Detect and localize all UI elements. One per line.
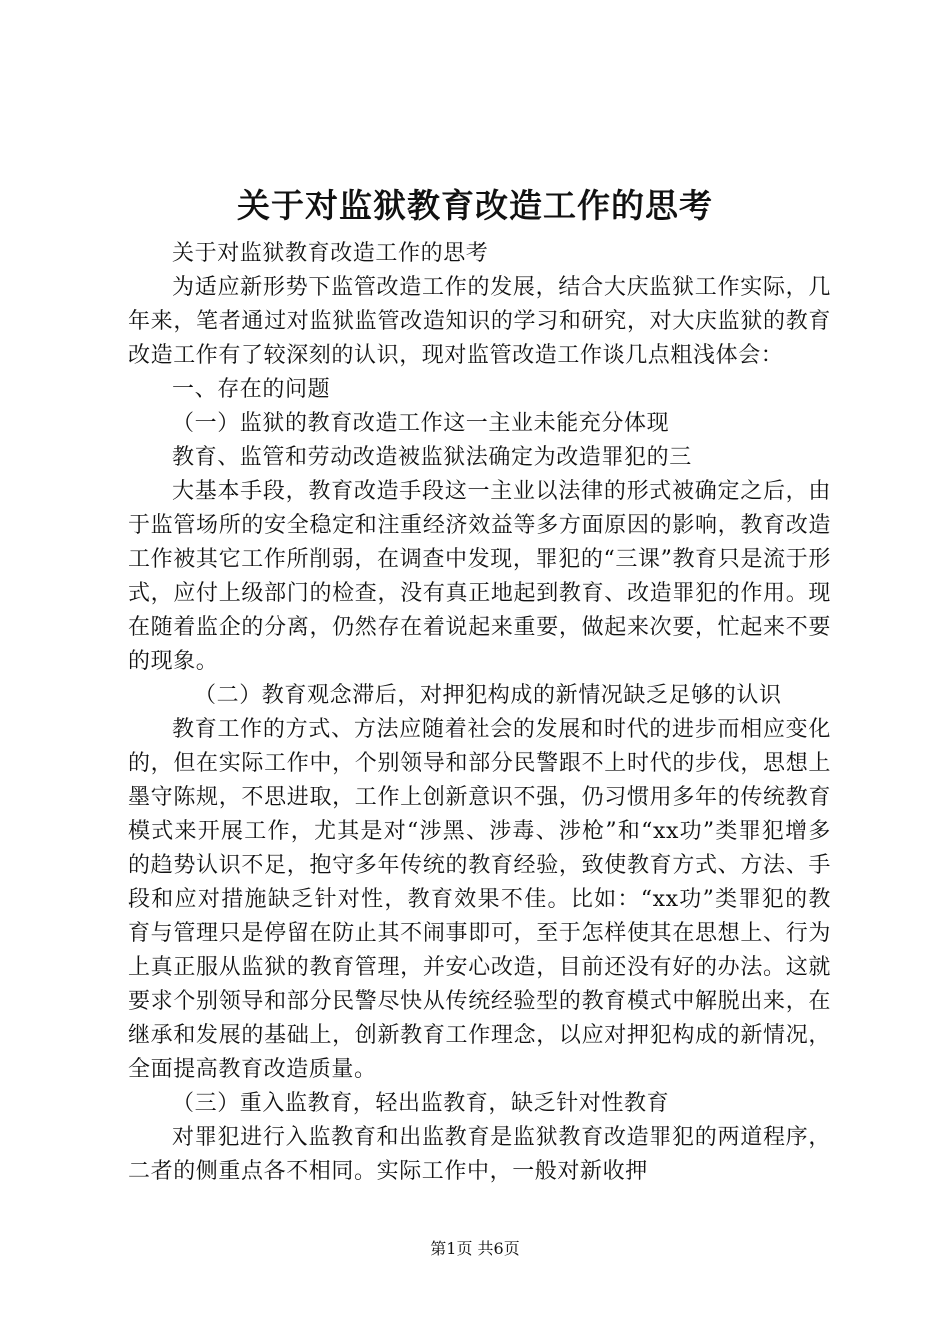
subsection-heading-3: （三）重入监教育，轻出监教育，缺乏针对性教育 bbox=[172, 1091, 670, 1116]
paragraph-subtitle: 关于对监狱教育改造工作的思考 bbox=[172, 241, 489, 266]
subsection-heading-2: （二）教育观念滞后，对押犯构成的新情况缺乏足够的认识 bbox=[194, 683, 782, 708]
subsection-heading-1: （一）监狱的教育改造工作这一主业未能充分体现 bbox=[172, 411, 670, 436]
paragraph-body-1b: 大基本手段，教育改造手段这一主业以法律的形式被确定之后，由于监管场所的安全稳定和注重经济效益等多方面原因的影响，教育改造工作被其它工作所削弱，在调查中发现，罪犯的“三课”教育只是流于形式，应付上级部门的检查，没有真正地起到教育、改造罪犯的作用。现在随着监企的分离，仍然存在着说起来重要，做起来次要，忙起来不要的现象。 bbox=[128, 479, 831, 674]
document-title: 关于对监狱教育改造工作的思考 bbox=[237, 186, 713, 225]
paragraph-body-1a: 教育、监管和劳动改造被监狱法确定为改造罪犯的三 bbox=[172, 445, 692, 470]
document-body bbox=[128, 237, 831, 1189]
section-heading-problems: 一、存在的问题 bbox=[172, 377, 331, 402]
page-footer: 第1页 共6页 bbox=[430, 1239, 520, 1258]
paragraph-intro: 为适应新形势下监管改造工作的发展，结合大庆监狱工作实际，几年来，笔者通过对监狱监管改造知识的学习和研究，对大庆监狱的教育改造工作有了较深刻的认识，现对监管改造工作谈几点粗浅体会： bbox=[128, 275, 831, 368]
paragraph-body-2: 教育工作的方式、方法应随着社会的发展和时代的进步而相应变化的，但在实际工作中，个别领导和部分民警跟不上时代的步伐，思想上墨守陈规，不思进取，工作上创新意识不强，仍习惯用多年的传统教育模式来开展工作，尤其是对“涉黑、涉毒、涉枪”和“xx功”类罪犯增多的趋势认识不足，抱守多年传统的教育经验，致使教育方式、方法、手段和应对措施缺乏针对性，教育效果不佳。比如：“xx功”类罪犯的教育与管理只是停留在防止其不闹事即可，至于怎样使其在思想上、行为上真正服从监狱的教育管理，并安心改造，目前还没有好的办法。这就要求个别领导和部分民警尽快从传统经验型的教育模式中解脱出来，在继承和发展的基础上，创新教育工作理念，以应对押犯构成的新情况，全面提高教育改造质量。 bbox=[128, 717, 831, 1082]
paragraph-body-3: 对罪犯进行入监教育和出监教育是监狱教育改造罪犯的两道程序，二者的侧重点各不相同。实际工作中，一般对新收押 bbox=[128, 1125, 831, 1184]
